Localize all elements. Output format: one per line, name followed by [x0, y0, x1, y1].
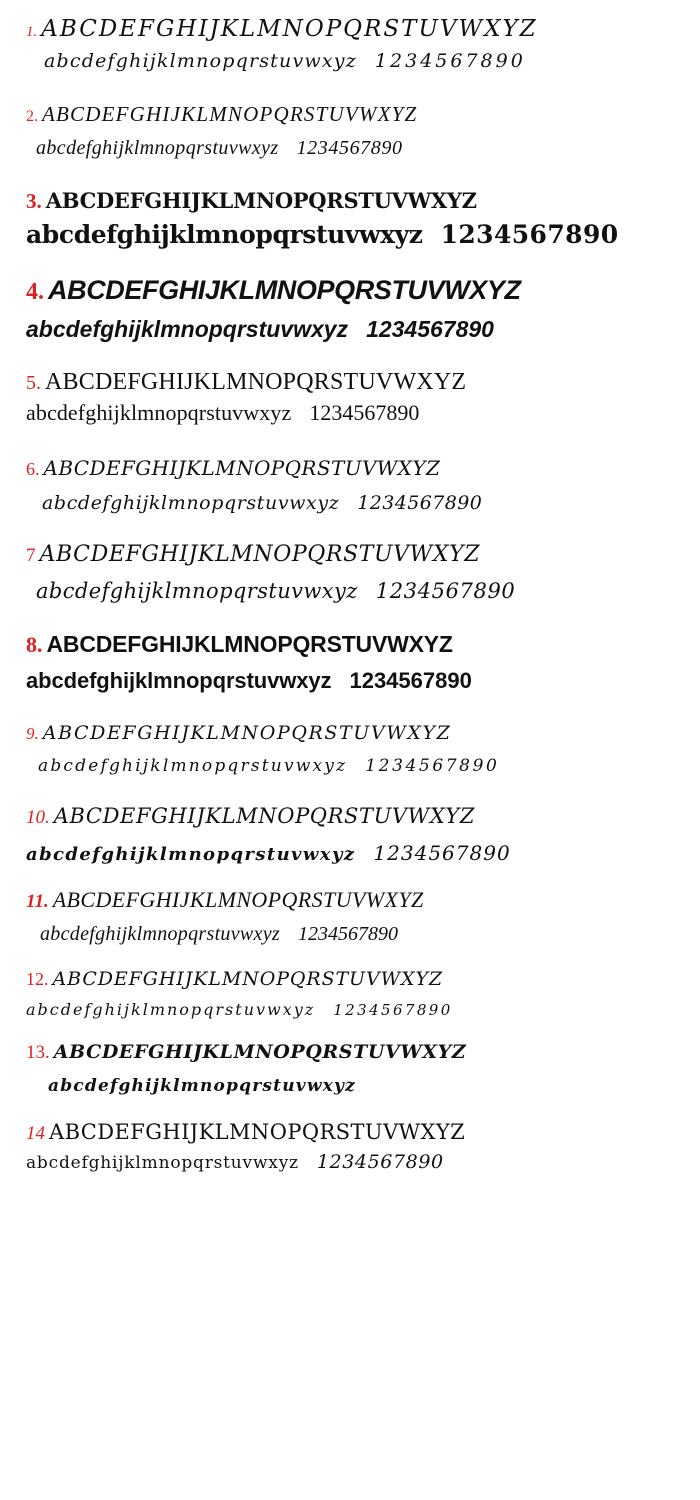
font-sample-12-lowercase: abcdefghijklmnopqrstuvwxyz [26, 1000, 316, 1019]
font-sample-8-uppercase-line [26, 631, 682, 658]
font-sample-9 [0, 694, 700, 776]
font-sample-7-lowercase: abcdefghijklmnopqrstuvwxyz [36, 579, 358, 603]
font-sample-13-uppercase: ABCDEFGHIJKLMNOPQRSTUVWXYZ [53, 1041, 467, 1063]
font-sample-5-uppercase-line [26, 369, 682, 396]
font-sample-7 [0, 514, 700, 603]
font-sample-14-uppercase-line [26, 1120, 682, 1145]
font-sample-8 [0, 603, 700, 694]
font-sample-6-uppercase-line [26, 456, 682, 480]
font-sample-4-digits: 1234567890 [366, 316, 494, 342]
font-sample-12-digits: 1234567890 [333, 1001, 453, 1019]
font-sample-11-digits: 1234567890 [297, 923, 398, 945]
font-sample-4-number: 4. [26, 279, 44, 305]
font-sample-9-digits: 1234567890 [365, 756, 500, 776]
font-sample-13 [0, 1019, 700, 1096]
font-sample-10-uppercase: ABCDEFGHIJKLMNOPQRSTUVWXYZ [53, 804, 476, 828]
font-sample-8-number: 8. [26, 632, 43, 657]
font-sample-6 [0, 426, 700, 514]
font-sample-11 [0, 865, 700, 946]
font-sample-3-lowercase-line [26, 220, 682, 249]
font-sample-1-digits: 1234567890 [374, 50, 526, 72]
font-sample-9-uppercase: ABCDEFGHIJKLMNOPQRSTUVWXYZ [42, 722, 452, 744]
font-sample-7-lowercase-line [26, 579, 682, 603]
font-sample-13-uppercase-line [26, 1041, 682, 1064]
font-sample-9-uppercase-line [26, 722, 682, 744]
font-sample-4-lowercase: abcdefghijklmnopqrstuvwxyz [26, 316, 349, 342]
font-sample-1-number: 1. [26, 24, 38, 40]
font-sample-8-digits: 1234567890 [349, 668, 472, 693]
font-sample-12-number: 12. [26, 969, 49, 989]
font-sample-10-number: 10. [26, 807, 50, 828]
font-sample-1 [0, 0, 700, 72]
font-sample-5-lowercase: abcdefghijklmnopqrstuvwxyz [26, 400, 292, 425]
font-sample-2-uppercase: ABCDEFGHIJKLMNOPQRSTUVWXYZ [42, 102, 418, 126]
font-sample-2-digits: 1234567890 [296, 137, 403, 159]
font-sample-11-number: 11. [26, 891, 49, 912]
font-sample-14-lowercase-line [26, 1151, 682, 1173]
font-sample-2-lowercase: abcdefghijklmnopqrstuvwxyz [36, 137, 279, 159]
font-sample-6-lowercase-line [26, 492, 682, 514]
font-sample-6-uppercase: ABCDEFGHIJKLMNOPQRSTUVWXYZ [43, 456, 441, 480]
font-sample-1-uppercase-line [26, 16, 682, 42]
font-sample-3-uppercase: ABCDEFGHIJKLMNOPQRSTUVWXYZ [45, 188, 477, 213]
font-sample-2-lowercase-line [26, 137, 682, 160]
font-sample-5-number: 5. [26, 372, 41, 394]
font-sample-14 [0, 1096, 700, 1173]
font-sample-1-lowercase: abcdefghijklmnopqrstuvwxyz [44, 50, 357, 72]
font-sample-3-lowercase: abcdefghijklmnopqrstuvwxyz [26, 220, 423, 249]
font-sample-9-lowercase-line [26, 756, 682, 776]
font-sample-10-uppercase-line [26, 804, 682, 829]
font-sample-4 [0, 249, 700, 343]
font-sample-3-number: 3. [26, 189, 42, 213]
font-sample-12-lowercase-line [26, 1000, 682, 1019]
font-sample-7-digits: 1234567890 [375, 579, 516, 603]
font-sample-3-uppercase-line [26, 188, 682, 214]
font-sample-3 [0, 160, 700, 249]
font-sample-7-uppercase: ABCDEFGHIJKLMNOPQRSTUVWXYZ [39, 542, 481, 567]
font-sample-4-uppercase-line [26, 275, 682, 306]
font-sample-11-lowercase: abcdefghijklmnopqrstuvwxyz [40, 923, 280, 945]
font-sample-14-uppercase: ABCDEFGHIJKLMNOPQRSTUVWXYZ [49, 1120, 466, 1144]
font-sample-2-uppercase-line [26, 102, 682, 127]
font-sample-6-number: 6. [26, 459, 40, 479]
font-sample-9-number: 9. [26, 724, 39, 743]
font-sample-12-uppercase-line [26, 968, 682, 990]
font-sample-5-digits: 1234567890 [309, 400, 420, 425]
font-sample-6-lowercase: abcdefghijklmnopqrstuvwxyz [42, 492, 340, 514]
font-sample-7-uppercase-line [26, 542, 682, 567]
font-sample-10-lowercase-line [26, 841, 682, 865]
font-sample-14-number: 14 [26, 1123, 45, 1144]
font-sample-1-uppercase: ABCDEFGHIJKLMNOPQRSTUVWXYZ [41, 16, 538, 42]
font-sample-4-lowercase-line [26, 316, 682, 343]
font-sample-3-digits: 1234567890 [440, 220, 619, 249]
font-sample-12-uppercase: ABCDEFGHIJKLMNOPQRSTUVWXYZ [52, 968, 443, 990]
font-sample-5-lowercase-line [26, 400, 682, 426]
font-sample-2-number: 2. [26, 108, 38, 125]
font-sample-9-lowercase: abcdefghijklmnopqrstuvwxyz [38, 756, 348, 776]
font-sample-1-lowercase-line [26, 50, 682, 72]
font-sample-8-uppercase: ABCDEFGHIJKLMNOPQRSTUVWXYZ [46, 631, 453, 657]
font-sample-10 [0, 776, 700, 865]
font-sample-12 [0, 946, 700, 1019]
font-sample-11-uppercase: ABCDEFGHIJKLMNOPQRSTUVWXYZ [52, 887, 424, 912]
font-sample-14-lowercase: abcdefghijklmnopqrstuvwxyz [26, 1153, 299, 1173]
font-sample-8-lowercase-line [26, 668, 682, 694]
font-sample-13-lowercase-line [26, 1076, 682, 1096]
font-sample-5-uppercase: ABCDEFGHIJKLMNOPQRSTUVWXYZ [45, 369, 467, 395]
font-sample-7-number: 7 [26, 545, 36, 566]
font-sample-10-lowercase: abcdefghijklmnopqrstuvwxyz [26, 844, 356, 865]
font-sample-11-uppercase-line [26, 887, 682, 913]
font-sample-13-lowercase: abcdefghijklmnopqrstuvwxyz [48, 1076, 356, 1096]
font-sample-14-digits: 1234567890 [316, 1151, 444, 1173]
font-sample-2 [0, 72, 700, 160]
font-sample-13-number: 13. [26, 1042, 50, 1063]
font-sample-10-digits: 1234567890 [373, 841, 511, 865]
font-sample-4-uppercase: ABCDEFGHIJKLMNOPQRSTUVWXYZ [48, 275, 521, 305]
font-sample-11-lowercase-line [26, 923, 682, 946]
font-sample-8-lowercase: abcdefghijklmnopqrstuvwxyz [26, 668, 332, 693]
font-sample-5 [0, 343, 700, 426]
font-sample-6-digits: 1234567890 [357, 492, 483, 514]
